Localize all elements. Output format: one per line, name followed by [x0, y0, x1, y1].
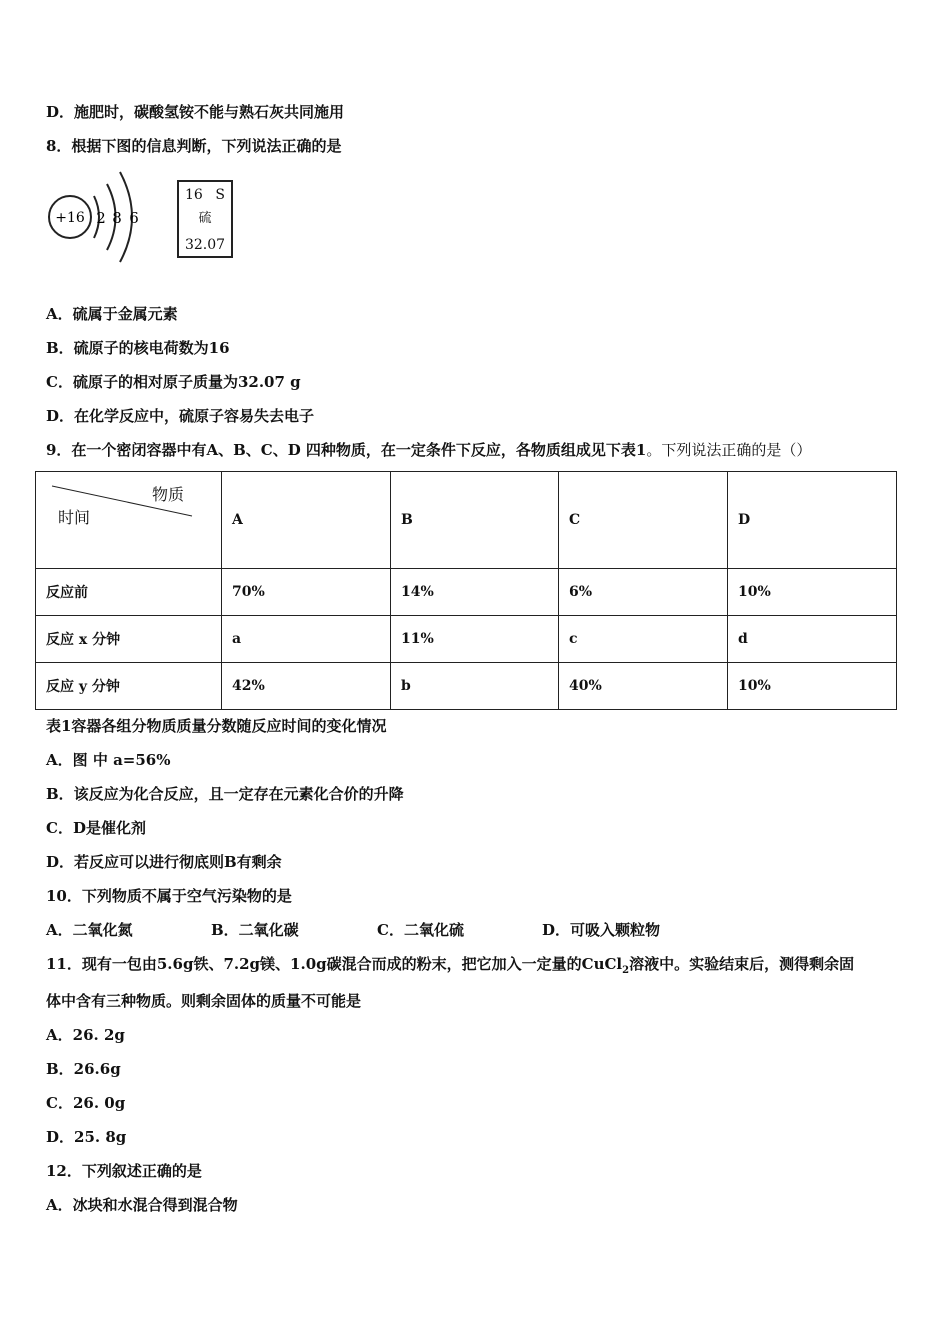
q11-option-a: A．26. 2g — [46, 1026, 125, 1044]
table-cell: 42% — [222, 663, 391, 710]
row-label: 反应前 — [36, 569, 222, 616]
sulfur-atom-structure-diagram — [44, 166, 154, 266]
periodic-element-card — [177, 180, 233, 258]
row-label: 反应 y 分钟 — [36, 663, 222, 710]
q8-option-b: B．硫原子的核电荷数为16 — [46, 339, 230, 357]
nucleus-charge: +16 — [55, 210, 85, 226]
q9-stem-main: 9．在一个密闭容器中有A、B、C、D 四种物质，在一定条件下反应，各物质组成见下表1 — [46, 441, 647, 459]
table-cell: 6% — [559, 569, 728, 616]
table-cell: 40% — [559, 663, 728, 710]
shell-electrons-1: 2 — [96, 209, 106, 227]
q9-table-caption: 表1容器各组分物质质量分数随反应时间的变化情况 — [46, 717, 387, 735]
q9-option-a: A．图 中 a=56% — [46, 751, 171, 769]
table-cell: 70% — [222, 569, 391, 616]
table-cell: 10% — [728, 663, 897, 710]
q11-option-b: B．26.6g — [46, 1060, 121, 1078]
shell-electrons-2: 8 — [112, 209, 122, 227]
q9-option-c: C．D是催化剂 — [46, 819, 146, 837]
row-label: 反应 x 分钟 — [36, 616, 222, 663]
q11-stem-a: 11．现有一包由5.6g铁、7.2g镁、1.0g碳混合而成的粉末，把它加入一定量的CuCl — [46, 955, 623, 973]
q9-option-b: B．该反应为化合反应，且一定存在元素化合价的升降 — [46, 785, 404, 803]
q9-stem-suffix: 。下列说法正确的是（） — [646, 441, 812, 459]
table-row — [36, 616, 897, 663]
table-header-c: C — [559, 472, 728, 569]
q8-option-d: D．在化学反应中，硫原子容易失去电子 — [46, 407, 315, 425]
table-cell: c — [559, 616, 728, 663]
atomic-number: 16 — [185, 187, 203, 203]
q7-option-d: D．施肥时，碳酸氢铵不能与熟石灰共同施用 — [46, 103, 345, 121]
table-cell: d — [728, 616, 897, 663]
table-corner-cell — [36, 472, 222, 569]
atomic-mass: 32.07 — [184, 237, 226, 253]
q11-option-c: C．26. 0g — [46, 1094, 126, 1112]
element-symbol: S — [215, 187, 225, 203]
q11-stem-line1 — [46, 954, 854, 981]
q10-option-a: A．二氧化氮 — [46, 921, 133, 939]
q8-stem: 8．根据下图的信息判断，下列说法正确的是 — [46, 137, 342, 155]
table-cell: 10% — [728, 569, 897, 616]
q9-data-table — [35, 471, 897, 710]
q8-option-c: C．硫原子的相对原子质量为32.07 g — [46, 373, 301, 391]
table-header-row — [36, 472, 897, 569]
table-cell: 11% — [391, 616, 559, 663]
table-cell: 14% — [391, 569, 559, 616]
q11-option-d: D．25. 8g — [46, 1128, 127, 1146]
q10-option-c: C．二氧化硫 — [377, 921, 464, 939]
q10-option-d: D．可吸入颗粒物 — [542, 921, 661, 939]
table-cell: b — [391, 663, 559, 710]
corner-label-substance: 物质 — [152, 485, 185, 504]
q10-option-b: B．二氧化碳 — [211, 921, 299, 939]
shell-electrons-3: 6 — [129, 209, 139, 227]
element-name: 硫 — [198, 211, 212, 226]
q9-option-d: D．若反应可以进行彻底则B有剩余 — [46, 853, 282, 871]
table-cell: a — [222, 616, 391, 663]
q12-option-a: A．冰块和水混合得到混合物 — [46, 1196, 238, 1214]
table-row — [36, 569, 897, 616]
q11-stem-b: 溶液中。实验结束后，测得剩余固 — [629, 955, 855, 973]
q9-stem — [46, 440, 811, 460]
table-header-b: B — [391, 472, 559, 569]
q8-option-a: A．硫属于金属元素 — [46, 305, 178, 323]
q10-stem: 10．下列物质不属于空气污染物的是 — [46, 887, 292, 905]
q11-stem-line2: 体中含有三种物质。则剩余固体的质量不可能是 — [46, 992, 362, 1010]
table-header-a: A — [222, 472, 391, 569]
corner-label-time: 时间 — [58, 508, 91, 527]
table-header-d: D — [728, 472, 897, 569]
q12-stem: 12．下列叙述正确的是 — [46, 1162, 202, 1180]
q11-stem-subscript: 2 — [622, 965, 630, 976]
table-row — [36, 663, 897, 710]
